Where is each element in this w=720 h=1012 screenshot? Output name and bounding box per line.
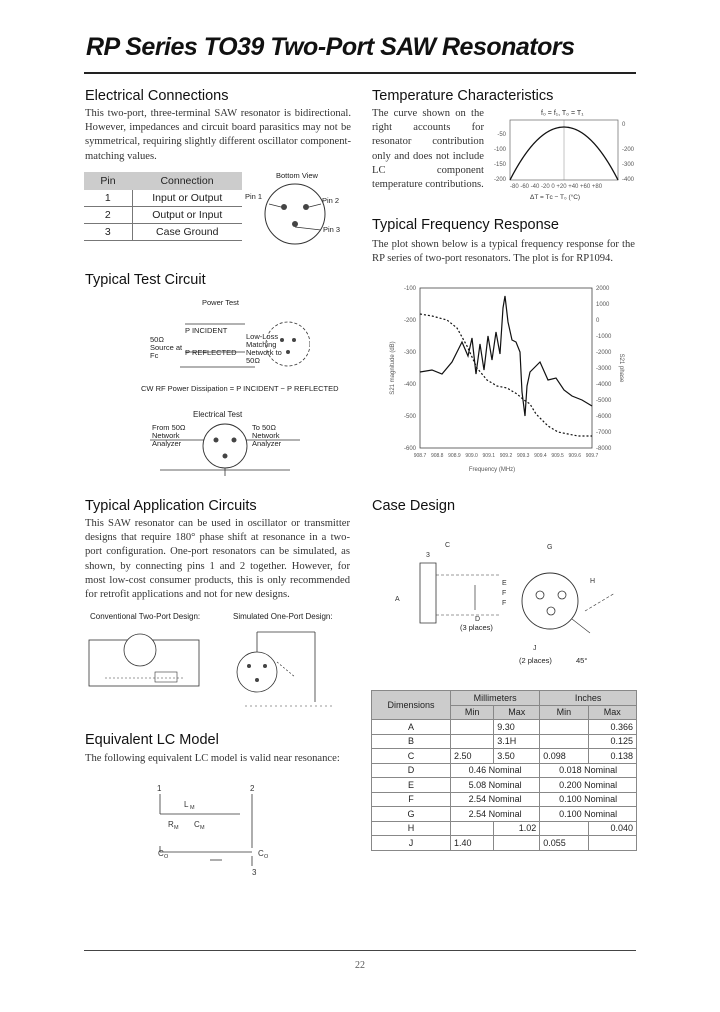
page-number: 22 — [355, 960, 365, 971]
dim-cell: 0.018 Nominal — [540, 763, 637, 778]
x-tick-label: 909.6 — [568, 453, 582, 459]
lc-model-text: The following equivalent LC model is valid near resonance: — [85, 753, 340, 764]
svg-text:-300: -300 — [622, 162, 635, 168]
x-tick-label: 909.0 — [465, 453, 478, 459]
angle-label: 45° — [576, 656, 588, 665]
dim-cell: 0.366 — [588, 720, 636, 735]
svg-text:R: R — [168, 820, 174, 829]
frequency-chart — [372, 282, 636, 474]
left-tick-label: -100 — [403, 286, 416, 292]
x-tick-label: 909.7 — [585, 453, 599, 459]
footer-rule — [84, 950, 636, 951]
svg-text:-200: -200 — [493, 177, 506, 183]
power-test-label: Power Test — [202, 298, 239, 307]
right-tick-label: -7000 — [596, 430, 612, 436]
svg-text:M: M — [200, 825, 205, 831]
svg-text:C: C — [445, 542, 451, 549]
freq-ylabel: S21 magnitude (dB) — [390, 341, 396, 395]
dim-cell: 0.055 — [540, 836, 588, 851]
dim-cell: 0.138 — [588, 749, 636, 764]
dim-cell: 0.100 Nominal — [540, 807, 637, 822]
freq-y2label: S21 phase — [618, 353, 624, 383]
x-tick-label: 909.1 — [482, 453, 496, 459]
connection-cell: Input or Output — [132, 190, 242, 207]
temp-legend: f₀ = f₁, T₀ = T₁ — [541, 110, 584, 117]
right-tick-label: -3000 — [596, 366, 612, 372]
table-row — [372, 734, 637, 749]
x-tick-label: 909.2 — [499, 453, 513, 459]
simulated-circuit — [225, 622, 355, 716]
temp-xlabel: ΔT = Tᴄ − T₀ (°C) — [530, 194, 581, 201]
from-analyzer-label: From 50Ω Network Analyzer — [152, 423, 186, 448]
left-tick-label: -300 — [403, 350, 416, 356]
conventional-circuit — [85, 622, 205, 704]
dim-cell — [451, 720, 494, 735]
bottom-view-label: Bottom View — [276, 171, 318, 180]
svg-text:H: H — [590, 578, 596, 585]
svg-text:D: D — [475, 616, 481, 623]
svg-text:C: C — [194, 820, 200, 829]
dim-cell — [540, 720, 588, 735]
conventional-label: Conventional Two-Port Design: — [90, 612, 201, 621]
pin-header: Pin — [84, 172, 132, 190]
connection-header: Connection — [132, 172, 242, 190]
table-row — [84, 190, 242, 207]
to-analyzer-label: To 50Ω Network Analyzer — [252, 423, 282, 448]
x-tick-label: 908.7 — [413, 453, 427, 459]
x-tick-label: 908.8 — [430, 453, 444, 459]
right-tick-label: -4000 — [596, 382, 612, 388]
table-row — [372, 720, 637, 735]
svg-text:3: 3 — [252, 868, 257, 877]
dim-cell: 2.54 Nominal — [451, 792, 540, 807]
svg-text:A: A — [395, 596, 400, 603]
electrical-test-label: Electrical Test — [193, 410, 243, 419]
p-incident-label: P INCIDENT — [185, 326, 228, 335]
dim-cell: 0.200 Nominal — [540, 778, 637, 793]
dim-cell — [451, 734, 494, 749]
dimensions-table — [371, 690, 637, 851]
dim-cell: 0.040 — [588, 821, 636, 836]
dimensions-header: Dimensions — [372, 691, 451, 720]
svg-text:J: J — [533, 645, 537, 652]
lc-model-heading: Equivalent LC Model — [85, 732, 219, 748]
x-tick-label: 909.5 — [551, 453, 564, 459]
table-row — [84, 224, 242, 241]
dim-label: E — [372, 778, 451, 793]
right-tick-label: -6000 — [596, 414, 612, 420]
svg-text:C: C — [258, 849, 264, 858]
dim-cell: 2.50 — [451, 749, 494, 764]
right-tick-label: -8000 — [596, 446, 612, 452]
dim-cell — [588, 836, 636, 851]
pin3-label: Pin 3 — [323, 225, 341, 234]
power-formula: CW RF Power Dissipation = P INCIDENT − P REFLECTED — [141, 384, 339, 393]
in-min-header: Min — [540, 705, 588, 720]
svg-text:F: F — [502, 600, 507, 607]
svg-text:M: M — [174, 825, 179, 831]
x-tick-label: 909.3 — [516, 453, 530, 459]
test-circuit-heading: Typical Test Circuit — [85, 272, 206, 288]
dim-label: F — [372, 792, 451, 807]
places-3-label: (3 places) — [460, 623, 493, 632]
table-row — [372, 807, 637, 822]
places-2-label: (2 places) — [519, 656, 552, 665]
right-tick-label: -2000 — [596, 350, 612, 356]
dim-cell: 9.30 — [494, 720, 540, 735]
dim-label: J — [372, 836, 451, 851]
page-title: RP Series TO39 Two-Port SAW Resonators — [86, 33, 575, 61]
temperature-text: The curve shown on the right accounts for resonator contribution only and does not include LC component temperature contributions. — [372, 108, 484, 191]
application-heading: Typical Application Circuits — [85, 498, 257, 514]
pin-cell: 1 — [84, 190, 132, 207]
dim-cell — [494, 836, 540, 851]
right-tick-label: 2000 — [596, 286, 610, 292]
table-row — [372, 836, 637, 851]
dim-label: D — [372, 763, 451, 778]
temperature-chart — [486, 104, 636, 204]
dim-label: B — [372, 734, 451, 749]
dim-cell — [540, 734, 588, 749]
svg-text:-100: -100 — [493, 147, 506, 153]
table-row — [372, 749, 637, 764]
svg-text:-150: -150 — [493, 162, 506, 168]
pin-table — [84, 172, 242, 241]
application-text: This SAW resonator can be used in oscillator or transmitter designs that require 180° phase shift at resonance in a two-port configuration. One-port resonators can be simulated, as shown, by connecting pins 1 and 2 together. However, for most low-cost consumer products, this is only recommended for retrofit applications and not for new designs. — [85, 518, 350, 601]
x-tick-label: 908.9 — [448, 453, 461, 459]
pin-cell: 2 — [84, 207, 132, 224]
in-max-header: Max — [588, 705, 636, 720]
freq-xlabel: Frequency (MHz) — [468, 467, 516, 473]
svg-text:L: L — [184, 800, 189, 809]
temperature-heading: Temperature Characteristics — [372, 88, 554, 104]
dim-cell — [540, 821, 588, 836]
pin1-label: Pin 1 — [245, 192, 263, 201]
mm-min-header: Min — [451, 705, 494, 720]
inches-header: Inches — [540, 691, 637, 706]
pin-cell: 3 — [84, 224, 132, 241]
dim-cell: 1.02 — [494, 821, 540, 836]
electrical-test-circuit — [150, 420, 300, 480]
connection-cell: Output or Input — [132, 207, 242, 224]
dim-cell: 1.40 — [451, 836, 494, 851]
dim-cell: 0.100 Nominal — [540, 792, 637, 807]
source-label: 50Ω Source at Fᴄ — [150, 335, 183, 360]
left-tick-label: -500 — [403, 414, 416, 420]
svg-text:C: C — [158, 849, 164, 858]
left-tick-label: -200 — [403, 318, 416, 324]
dim-label: A — [372, 720, 451, 735]
left-tick-label: -600 — [403, 446, 416, 452]
svg-text:-50: -50 — [497, 132, 506, 138]
dim-cell: 2.54 Nominal — [451, 807, 540, 822]
connection-cell: Case Ground — [132, 224, 242, 241]
dim-cell: 0.46 Nominal — [451, 763, 540, 778]
dim-cell: 3.1H — [494, 734, 540, 749]
table-row — [372, 821, 637, 836]
dim-cell: 0.125 — [588, 734, 636, 749]
dim-cell: 3.50 — [494, 749, 540, 764]
svg-text:G: G — [547, 544, 553, 551]
svg-text:-200: -200 — [622, 147, 635, 153]
svg-text:2: 2 — [250, 784, 255, 793]
x-tick-label: 909.4 — [534, 453, 547, 459]
svg-text:M: M — [190, 805, 195, 811]
case-drawing — [390, 535, 635, 670]
mm-header: Millimeters — [451, 691, 540, 706]
p-reflected-label: P REFLECTED — [185, 348, 237, 357]
bottom-view-drawing — [255, 180, 335, 250]
right-tick-label: -1000 — [596, 334, 612, 340]
svg-text:-80 -60 -40 -20 0 +20 +40 +60: -80 -60 -40 -20 0 +20 +40 +60 +80 — [510, 184, 603, 190]
svg-text:0: 0 — [622, 122, 626, 128]
svg-text:1: 1 — [157, 784, 162, 793]
simulated-label: Simulated One-Port Design: — [233, 612, 333, 621]
mm-max-header: Max — [494, 705, 540, 720]
left-tick-label: -400 — [403, 382, 416, 388]
right-tick-label: 0 — [596, 318, 600, 324]
dim-label: H — [372, 821, 451, 836]
case-heading: Case Design — [372, 498, 456, 514]
svg-text:O: O — [164, 854, 169, 860]
lc-model-circuit — [150, 780, 280, 880]
table-row — [372, 763, 637, 778]
pin2-label: Pin 2 — [322, 196, 340, 205]
dim-label: C — [372, 749, 451, 764]
svg-text:F: F — [502, 590, 507, 597]
title-rule — [84, 72, 636, 74]
dim-cell — [451, 821, 494, 836]
dim-cell: 5.08 Nominal — [451, 778, 540, 793]
frequency-text: The plot shown below is a typical frequency response for the RP series of two-port resonators. The plot is for RP1094. — [372, 239, 635, 265]
svg-text:-400: -400 — [622, 177, 635, 183]
matching-network-label: Low-Loss Matching Network to 50Ω — [246, 332, 282, 365]
table-row — [84, 207, 242, 224]
electrical-heading: Electrical Connections — [85, 88, 229, 104]
frequency-heading: Typical Frequency Response — [372, 217, 559, 233]
svg-text:O: O — [264, 854, 269, 860]
dim-label: G — [372, 807, 451, 822]
dim-cell: 0.098 — [540, 749, 588, 764]
table-row — [372, 792, 637, 807]
svg-text:E: E — [502, 580, 507, 587]
table-row — [372, 778, 637, 793]
power-test-circuit — [140, 312, 310, 384]
right-tick-label: 1000 — [596, 302, 610, 308]
right-tick-label: -5000 — [596, 398, 612, 404]
svg-text:3: 3 — [426, 552, 430, 559]
electrical-text: This two-port, three-terminal SAW resonator is bidirectional. However, impedances and circuit board parasitics may not be symmetrical, requiring slightly different oscillator component-matching values. — [85, 108, 351, 162]
